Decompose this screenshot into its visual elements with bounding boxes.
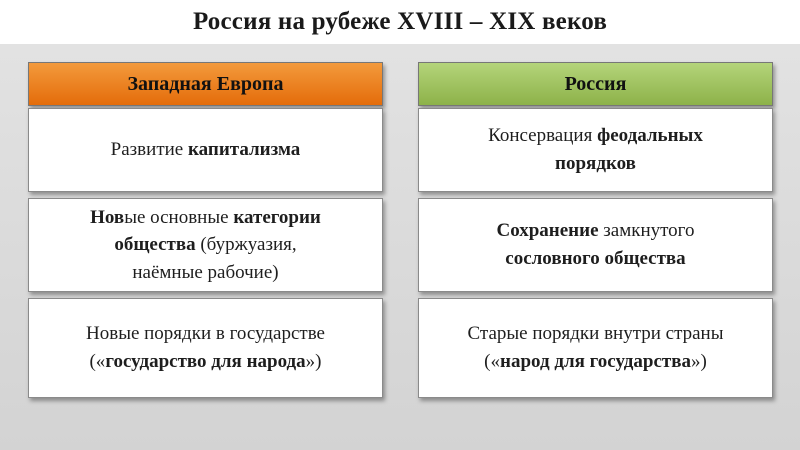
text-segment-bold: народ для государства (500, 351, 691, 372)
text-segment: (« (484, 351, 500, 372)
text-segment: ») (305, 351, 322, 372)
russia-item-old-order (418, 298, 773, 398)
text-segment-bold: капитализма (187, 139, 301, 161)
header-russia: Россия (418, 62, 773, 106)
text-segment-bold: порядков (555, 153, 636, 174)
text-segment: Развитие (110, 139, 188, 161)
text-segment-bold: сословного общества (505, 248, 686, 269)
russia-item-estate-society (418, 198, 773, 292)
header-western-europe: Западная Европа (28, 62, 383, 106)
text-segment-bold: феодальных (597, 125, 703, 147)
western-europe-item-new-categories (28, 198, 383, 292)
text-segment-bold: категории (233, 206, 321, 228)
russia-item-feudal (418, 108, 773, 192)
text-segment: Консервация (488, 125, 598, 147)
column-russia (418, 62, 773, 398)
text-segment-bold: Нов (90, 206, 125, 228)
text-segment: (« (89, 351, 106, 372)
text-segment-bold: Сохранение (496, 220, 599, 242)
text-segment-bold: государство для народа (105, 351, 306, 372)
text-segment: Старые порядки внутри страны (467, 323, 724, 345)
text-segment: ») (690, 351, 707, 372)
text-segment: Новые порядки в государстве (86, 323, 325, 345)
text-segment-bold: общества (114, 234, 196, 256)
text-segment: замкнутого (598, 220, 695, 242)
text-segment: (буржуазия, (195, 234, 297, 256)
western-europe-item-capitalism (28, 108, 383, 192)
text-segment: наёмные рабочие) (132, 261, 279, 283)
western-europe-item-new-order (28, 298, 383, 398)
slide-title: Россия на рубеже XVIII – XIX веков (192, 8, 608, 35)
text-segment: ые основные (124, 206, 234, 228)
column-western-europe (28, 62, 383, 398)
